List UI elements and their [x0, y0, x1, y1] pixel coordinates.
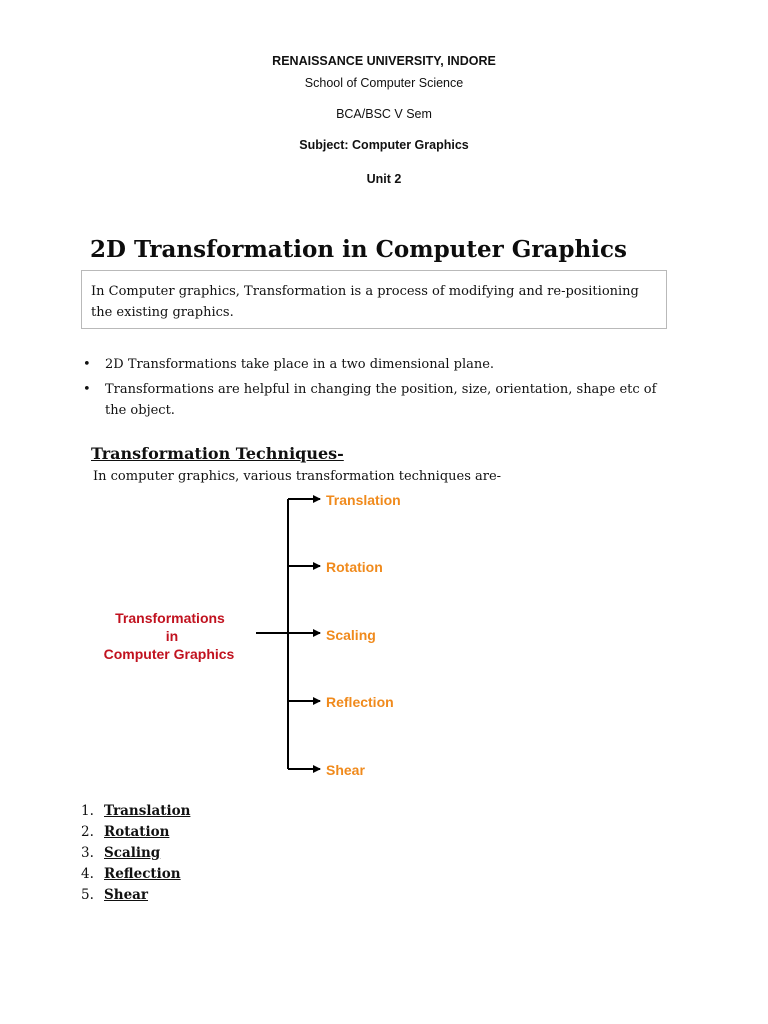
diagram-source-line: Computer Graphics	[103, 646, 235, 662]
bullet-text: Transformations are helpful in changing the position, size, orientation, shape etc of the object.	[105, 382, 657, 418]
section-intro: In computer graphics, various transformation techniques are-	[93, 469, 502, 484]
bullet-text: 2D Transformations take place in a two dimensional plane.	[105, 357, 495, 372]
diagram-target-label: Scaling	[326, 627, 376, 643]
diagram-target-label: Rotation	[326, 559, 383, 575]
list-item	[81, 864, 190, 885]
techniques-list	[81, 801, 190, 906]
list-item	[81, 822, 190, 843]
technique-label: Shear	[104, 887, 149, 903]
list-item	[81, 801, 190, 822]
diagram-source-line: Transformations	[115, 610, 225, 626]
unit-label: Unit 2	[366, 172, 402, 186]
diagram-target-label: Shear	[326, 762, 365, 778]
diagram-source-line: in	[165, 628, 179, 644]
list-number: 2.	[81, 824, 94, 840]
list-number: 5.	[81, 887, 94, 903]
technique-label: Reflection	[104, 866, 181, 882]
definition-text: In Computer graphics, Transformation is a process of modifying and re-positioning the existing graphics.	[91, 284, 639, 320]
list-number: 1.	[81, 803, 94, 819]
bullet-icon: •	[83, 357, 91, 372]
school-name: School of Computer Science	[304, 76, 464, 90]
list-item	[81, 843, 190, 864]
technique-label: Rotation	[104, 824, 170, 840]
technique-label: Scaling	[104, 845, 161, 861]
list-number: 3.	[81, 845, 94, 861]
diagram-target-label: Translation	[326, 492, 401, 508]
course-name: BCA/BSC V Sem	[336, 107, 432, 121]
list-item	[81, 885, 190, 906]
section-heading: Transformation Techniques-	[91, 444, 344, 463]
diagram-target-label: Reflection	[326, 694, 394, 710]
page-title: 2D Transformation in Computer Graphics	[90, 236, 627, 263]
university-name: RENAISSANCE UNIVERSITY, INDORE	[272, 54, 496, 68]
list-number: 4.	[81, 866, 94, 882]
bullet-icon: •	[83, 382, 91, 397]
technique-label: Translation	[104, 803, 191, 819]
subject-line: Subject: Computer Graphics	[299, 138, 469, 152]
